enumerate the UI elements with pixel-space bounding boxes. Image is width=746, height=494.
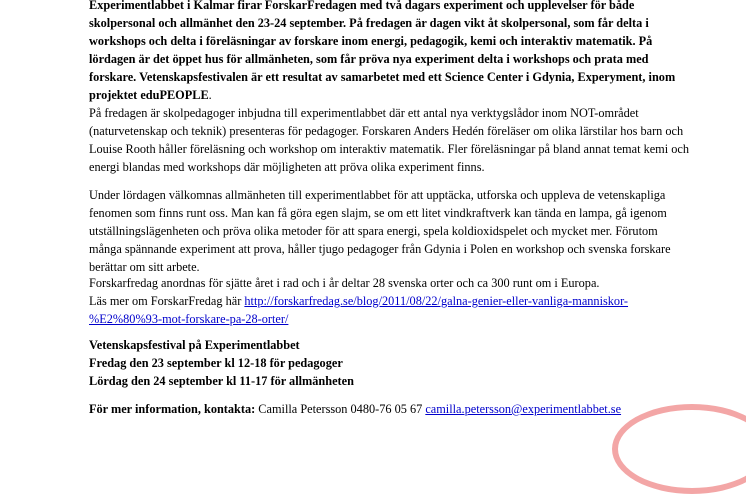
schedule-title: Vetenskapsfestival på Experimentlabbet — [89, 338, 300, 352]
forskarfredag-paragraph — [89, 274, 689, 328]
contact-person: Camilla Petersson 0480-76 05 67 — [255, 402, 426, 416]
intro-text: Experimentlabbet i Kalmar firar ForskarFredagen med två dagars experiment och upplevelser för både skolpersonal och allmänhet den 23-24 september. På fredagen är dagen vikt åt skolpersonal, som får delta i workshops och delta i föreläsningar av forskare inom energi, pedagogik, kemi och interaktiv matematik. På lördagen är det öppet hus för allmänheten, som får pröva nya experiment delta i workshops och prata med forskare. Vetenskapsfestivalen är ett resultat av samarbetet med ett Science Center i Gdynia, Experyment, inom projektet eduPEOPLE — [89, 0, 676, 102]
schedule-saturday: Lördag den 24 september kl 11-17 för allmänheten — [89, 374, 354, 388]
schedule-block — [89, 336, 689, 390]
contact-email-link[interactable]: camilla.petersson@experimentlabbet.se — [425, 402, 622, 416]
link-part-2[interactable]: %E2%80%93-mot-forskare-pa-28-orter/ — [89, 312, 289, 326]
saturday-paragraph — [89, 186, 689, 276]
contact-label: För mer information, kontakta: — [89, 402, 256, 416]
intro-paragraph — [89, 0, 689, 104]
schedule-friday: Fredag den 23 september kl 12-18 för pedagoger — [89, 356, 343, 370]
read-more-text: Läs mer om ForskarFredag här — [89, 294, 245, 308]
contact-block — [89, 400, 689, 418]
link-part-1[interactable]: http://forskarfredag.se/blog/2011/08/22/galna-genier-eller-vanliga-manniskor- — [244, 294, 629, 308]
saturday-text: Under lördagen välkomnas allmänheten till experimentlabbet för att upptäcka, utforska och uppleva de vetenskapliga fenomen som finns runt oss. Man kan få göra egen slajm, se om ett litet vindkraftverk kan tända en lampa, gå igenom utställningslägenheten och pröva olika metoder för att spara energi, spela koldioxidspelet och mycket mer. Förutom många spännande experiment att prova, håller tjugo pedagoger från Gdynia i Polen en workshop och svenska forskare berättar om sitt arbete. — [89, 188, 671, 274]
friday-paragraph — [89, 104, 689, 176]
forskarfredag-line: Forskarfredag anordnas för sjätte året i rad och i år deltar 28 svenska orter och ca 300 runt om i Europa. — [89, 276, 600, 290]
intro-tail: . — [208, 88, 212, 102]
friday-text: På fredagen är skolpedagoger inbjudna till experimentlabbet där ett antal nya verktygslådor inom NOT-området (naturvetenskap och teknik) presenteras för pedagoger. Forskaren Anders Hedén föreläser om olika lärstilar hos barn och Louise Rooth håller föreläsning och workshop om interaktiv matematik. Fler föreläsningar på bland annat temat kemi och energi blandas med workshops där möjligheten att pröva olika experiment finns. — [89, 106, 689, 174]
